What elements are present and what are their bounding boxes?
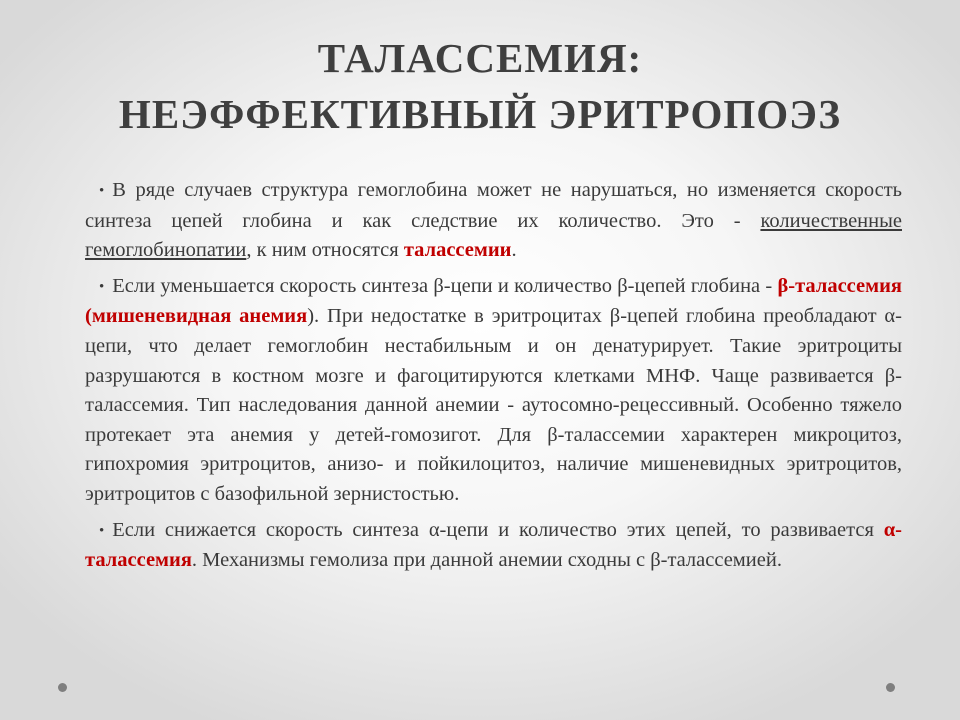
p2-text-2: ). При недостатке в эритроцитах β-цепей глобина преобладают α-цепи, что делает гемоглобин нестабильным и он денатурирует. Такие эритроциты разрушаются в костном мозге и фагоцитируются клетками МНФ. Чаще развивается β-талассемия. Тип наследования данной анемии - аутосомно-рецессивный. Особенно тяжело протекает эта анемия у детей-гомозигот. Для β-талассемии характерен микроцитоз, гипохромия эритроцитов, анизо- и пойкилоцитоз, наличие мишеневидных эритроцитов, эритроцитов с базофильной зернистостью.	[85, 305, 902, 505]
decorative-dot-right-icon	[886, 683, 895, 692]
slide-title-line-1: ТАЛАССЕМИЯ:	[317, 35, 643, 81]
p1-text-3: .	[511, 239, 517, 262]
p2-text-1: Если уменьшается скорость синтеза β-цепи и количество β-цепей глобина -	[112, 274, 778, 297]
slide-body	[85, 176, 902, 582]
bullet-icon: •	[99, 522, 105, 539]
p1-highlight-term: талассемии	[403, 239, 512, 262]
p1-underlined-term: количественные гемоглобинопатии	[85, 209, 902, 262]
p3-text-2: . Механизмы гемолиза при данной анемии сходны с β-талассемией.	[191, 549, 782, 572]
slide-title-line-2: НЕЭФФЕКТИВНЫЙ ЭРИТРОПОЭЗ	[118, 91, 842, 137]
p3-text-1: Если снижается скорость синтеза α-цепи и количество этих цепей, то развивается	[112, 518, 884, 541]
p3-highlight-term: α-талассемия	[85, 518, 902, 572]
decorative-dot-left-icon	[58, 683, 67, 692]
p1-text-1: В ряде случаев структура гемоглобина может не нарушаться, но изменяется скорость синтеза цепей глобина и как следствие их количество. Это -	[85, 179, 902, 232]
slide-title	[40, 30, 920, 142]
p1-text-2: , к ним относятся	[246, 239, 404, 262]
bullet-icon: •	[99, 183, 105, 199]
paragraph-3	[85, 516, 902, 576]
paragraph-1	[85, 176, 902, 266]
paragraph-2	[85, 272, 902, 510]
p2-highlight-term: β-талассемия (мишеневидная анемия	[85, 274, 902, 328]
bullet-icon: •	[99, 278, 105, 295]
